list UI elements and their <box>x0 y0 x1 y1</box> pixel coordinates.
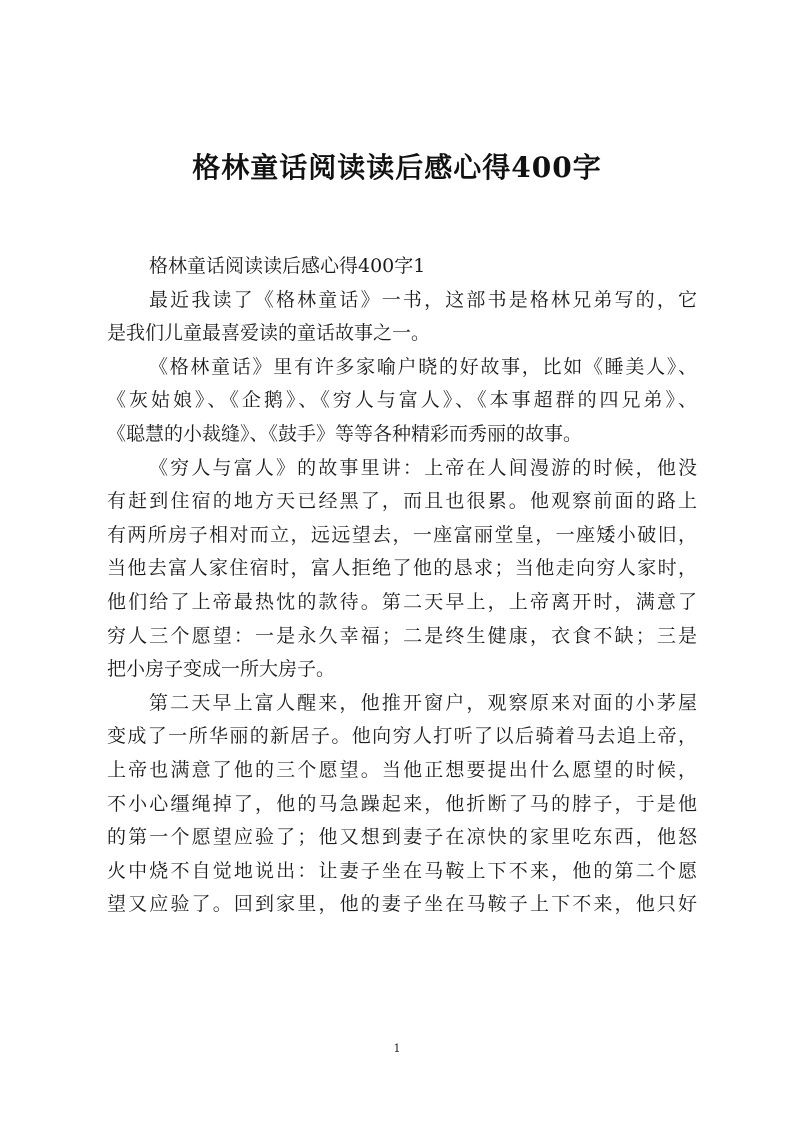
text-line: 有赶到住宿的地方天已经黑了，而且也很累。他观察前面的路上 <box>107 490 697 513</box>
text-line: 望又应验了。回到家里，他的妻子坐在马鞍子上下不来，他只好 <box>107 893 697 916</box>
text-line: 火中烧不自觉地说出：让妻子坐在马鞍上下不来，他的第二个愿 <box>107 859 697 882</box>
text-line: 第二天早上富人醒来，他推开窗户，观察原来对面的小茅屋 <box>149 691 697 714</box>
text-line: 不小心缰绳掉了，他的马急躁起来，他折断了马的脖子，于是他 <box>107 792 697 815</box>
text-line: 的第一个愿望应验了；他又想到妻子在凉快的家里吃东西，他怒 <box>107 826 697 849</box>
text-line: 《格林童话》里有许多家喻户晓的好故事，比如《睡美人》、 <box>149 355 697 378</box>
text-line: 格林童话阅读读后感心得400字1 <box>149 255 426 277</box>
text-line: 《灰姑娘》、《企鹅》、《穷人与富人》、《本事超群的四兄弟》、 <box>107 389 697 412</box>
text-line: 变成了一所华丽的新居子。他向穷人打听了以后骑着马去追上帝， <box>107 725 697 748</box>
text-line: 他们给了上帝最热忱的款待。第二天早上，上帝离开时，满意了 <box>107 590 697 613</box>
text-line: 《聪慧的小裁缝》、《鼓手》等等各种精彩而秀丽的故事。 <box>107 422 583 445</box>
text-line: 上帝也满意了他的三个愿望。当他正想要提出什么愿望的时候， <box>107 758 697 781</box>
text-line: 《穷人与富人》的故事里讲：上帝在人间漫游的时候，他没 <box>149 456 697 479</box>
text-line: 是我们儿童最喜爱读的童话故事之一。 <box>107 322 431 345</box>
text-line: 把小房子变成一所大房子。 <box>107 658 336 681</box>
text-line: 最近我读了《格林童话》一书，这部书是格林兄弟写的，它 <box>149 288 697 311</box>
document-title: 格林童话阅读读后感心得400字 <box>192 151 602 184</box>
text-line: 有两所房子相对而立，远远望去，一座富丽堂皇，一座矮小破旧， <box>107 523 697 546</box>
document-body <box>107 250 697 922</box>
text-line: 当他去富人家住宿时，富人拒绝了他的恳求；当他走向穷人家时， <box>107 557 697 580</box>
text-line: 穷人三个愿望：一是永久幸福；二是终生健康，衣食不缺；三是 <box>107 624 697 647</box>
page-number: 1 <box>393 1042 401 1055</box>
